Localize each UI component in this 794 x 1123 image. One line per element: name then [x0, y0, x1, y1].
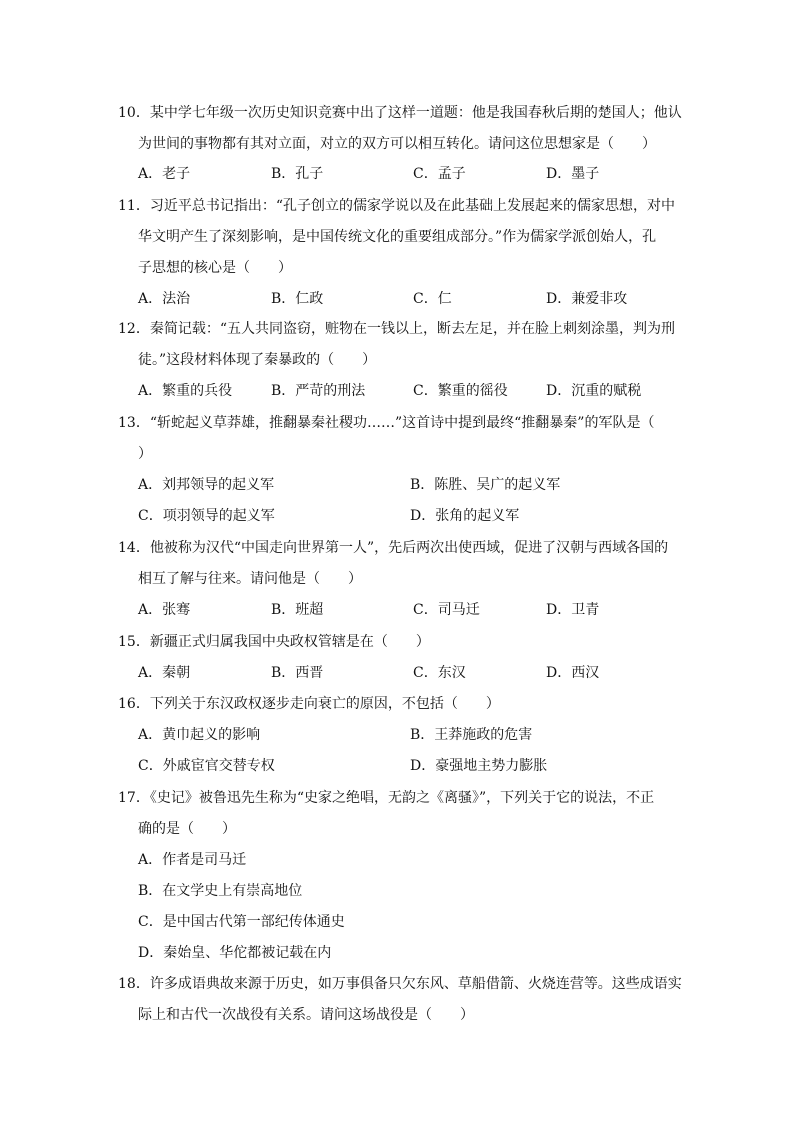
option-d: D．卫青 — [546, 602, 600, 618]
question-stem-line: 12．秦简记载：“五人共同盗窃，赃物在一钱以上，断去左足，并在脸上刺刻涂墨，判为刑 — [118, 321, 675, 337]
option-d: D．墨子 — [546, 166, 600, 182]
option-d: D．豪强地主势力膨胀 — [410, 758, 548, 774]
option-c: C．仁 — [413, 291, 452, 307]
option-b: B．在文学史上有崇高地位 — [138, 883, 303, 899]
question-stem-line: 子思想的核心是（ ） — [138, 260, 292, 276]
question-stem-line: 为世间的事物都有其对立面，对立的双方可以相互转化。请问这位思想家是（ ） — [138, 136, 656, 152]
option-b: B．仁政 — [271, 291, 324, 307]
option-d: D．西汉 — [546, 665, 600, 681]
option-c: C．司马迁 — [413, 602, 480, 618]
option-a: A．秦朝 — [138, 665, 191, 681]
option-a: A．法治 — [138, 291, 191, 307]
question-stem-line: 15．新疆正式归属我国中央政权管辖是在（ ） — [118, 634, 430, 650]
question-stem-line: 14．他被称为汉代“中国走向世界第一人”，先后两次出使西域，促进了汉朝与西域各国的 — [118, 540, 669, 556]
option-d: D．兼爱非攻 — [546, 291, 628, 307]
question-stem-line: 际上和古代一次战役有关系。请问这场战役是（ ） — [138, 1007, 474, 1023]
question-stem-line: 徒。”这段材料体现了秦暴政的（ ） — [138, 352, 377, 368]
question-stem-line: 17．《史记》被鲁迅先生称为“史家之绝唱，无韵之《离骚》”，下列关于它的说法，不正 — [118, 790, 655, 806]
option-a: A．刘邦领导的起义军 — [138, 477, 275, 493]
option-d: D．张角的起义军 — [410, 508, 520, 524]
option-a: A．繁重的兵役 — [138, 383, 233, 399]
option-b: B．陈胜、吴广的起义军 — [410, 477, 561, 493]
option-c: C．项羽领导的起义军 — [138, 508, 275, 524]
question-stem-line: ） — [138, 446, 152, 462]
option-a: A．张骞 — [138, 602, 191, 618]
question-stem-line: 华文明产生了深刻影响，是中国传统文化的重要组成部分。”作为儒家学派创始人，孔 — [138, 229, 657, 245]
question-stem-line: 相互了解与往来。请问他是（ ） — [138, 571, 362, 587]
option-b: B．西晋 — [271, 665, 324, 681]
option-c: C．东汉 — [413, 665, 466, 681]
option-d: D．秦始皇、华佗都被记载在内 — [138, 945, 332, 961]
question-stem-line: 11．习近平总书记指出：“孔子创立的儒家学说以及在此基础上发展起来的儒家思想，对中 — [118, 198, 675, 214]
option-b: B．孔子 — [271, 166, 324, 182]
option-a: A．老子 — [138, 166, 191, 182]
option-c: C．外戚宦官交替专权 — [138, 758, 275, 774]
question-stem-line: 确的是（ ） — [138, 821, 236, 837]
question-stem-line: 16．下列关于东汉政权逐步走向衰亡的原因，不包括（ ） — [118, 696, 500, 712]
question-stem-line: 10．某中学七年级一次历史知识竞赛中出了这样一道题：他是我国春秋后期的楚国人；他认 — [118, 105, 682, 121]
option-c: C．孟子 — [413, 166, 466, 182]
option-c: C．是中国古代第一部纪传体通史 — [138, 914, 345, 930]
question-stem-line: 18．许多成语典故来源于历史，如万事俱备只欠东风、草船借箭、火烧连营等。这些成语实 — [118, 976, 682, 992]
option-b: B．王莽施政的危害 — [410, 727, 533, 743]
option-b: B．班超 — [271, 602, 324, 618]
option-a: A．作者是司马迁 — [138, 852, 247, 868]
option-d: D．沉重的赋税 — [546, 383, 642, 399]
option-c: C．繁重的徭役 — [413, 383, 508, 399]
option-b: B．严苛的刑法 — [271, 383, 366, 399]
question-stem-line: 13．“斩蛇起义草莽雄，推翻暴秦社稷功……”这首诗中提到最终“推翻暴秦”的军队是（ — [118, 415, 655, 431]
option-a: A．黄巾起义的影响 — [138, 727, 261, 743]
